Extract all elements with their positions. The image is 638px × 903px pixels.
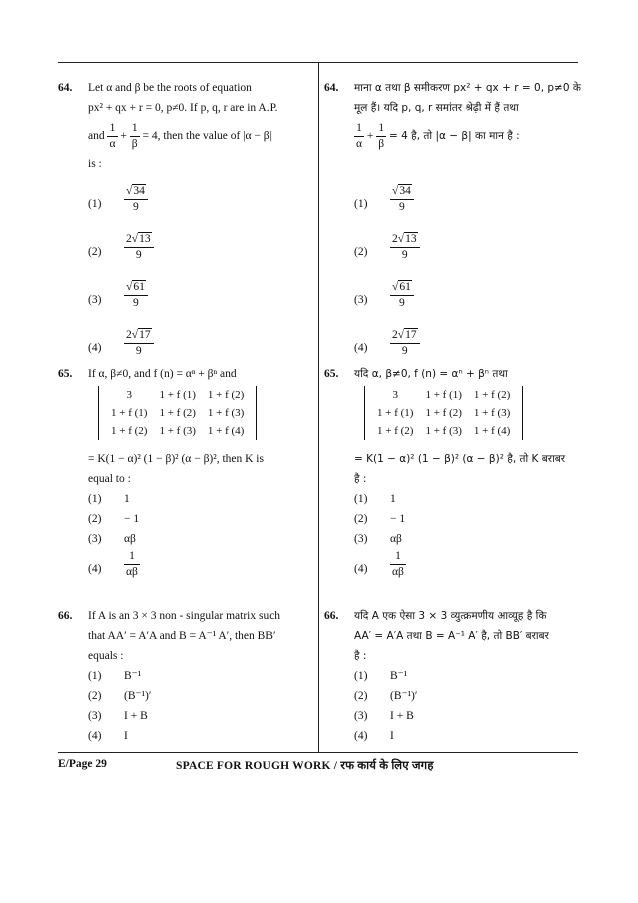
determinant: 3 1 + f (1) 1 + f (2) 1 + f (1) 1 + f (2) 1 + f (3) 1 + f (2) 1 + f (3) 1 + f (4) bbox=[98, 386, 257, 440]
question-text: = K(1 − α)² (1 − β)² (α − β)² है, तो K बराबर bbox=[354, 453, 566, 465]
question-66-en bbox=[58, 606, 312, 746]
option-3[interactable]: (3) $\frac{√61}{9}$ bbox=[88, 280, 312, 320]
option-1[interactable]: (1) $\frac{√34}{9}$ bbox=[354, 184, 578, 224]
option-3[interactable]: (3) I + B bbox=[88, 710, 148, 722]
option-2[interactable]: (2) (B⁻¹)′ bbox=[88, 690, 152, 702]
page-number: E/Page 29 bbox=[58, 758, 107, 770]
question-text: मूल हैं। यदि p, q, r समांतर श्रेढ़ी में हैं तथा bbox=[354, 102, 519, 114]
question-number: 65. bbox=[324, 368, 339, 380]
fraction: $\frac{1}{\beta}$ bbox=[378, 121, 385, 150]
option-4[interactable]: (4) $\frac{2√17}{9}$ bbox=[354, 328, 578, 368]
option-4[interactable]: (4) I bbox=[88, 730, 128, 742]
question-text: यदि α, β≠0, f (n) = αⁿ + βⁿ तथा bbox=[354, 368, 508, 380]
option-3[interactable]: (3) I + B bbox=[354, 710, 414, 722]
bottom-divider bbox=[58, 752, 578, 753]
option-4[interactable]: (4) I bbox=[354, 730, 394, 742]
fraction: $\frac{1}{\alpha}$ bbox=[356, 121, 363, 150]
question-text: है : bbox=[354, 473, 367, 485]
option-1[interactable]: (1) B⁻¹ bbox=[88, 670, 142, 682]
question-text: माना α तथा β समीकरण px² + qx + r = 0, p≠0 के bbox=[354, 82, 581, 94]
question-65-en bbox=[58, 364, 312, 589]
determinant: 3 1 + f (1) 1 + f (2) 1 + f (1) 1 + f (2) 1 + f (3) 1 + f (2) 1 + f (3) 1 + f (4) bbox=[364, 386, 523, 440]
question-number: 64. bbox=[58, 82, 73, 94]
question-text: = K(1 − α)² (1 − β)² (α − β)², then K is bbox=[88, 453, 264, 465]
option-2[interactable]: (2) $\frac{2√13}{9}$ bbox=[88, 232, 312, 272]
fraction: $\frac{1}{\beta}$ bbox=[131, 121, 138, 150]
question-number: 64. bbox=[324, 82, 339, 94]
option-4[interactable]: (4) $\frac{1}{\alpha\beta}$ bbox=[88, 550, 138, 578]
column-divider bbox=[318, 62, 319, 752]
question-66-hi bbox=[324, 606, 578, 746]
question-64-en bbox=[58, 78, 312, 368]
rough-work-label: SPACE FOR ROUGH WORK / रफ कार्य के लिए जगह bbox=[176, 760, 434, 772]
option-3[interactable]: (3) αβ bbox=[88, 533, 136, 545]
question-number: 65. bbox=[58, 368, 73, 380]
question-text: px² + qx + r = 0, p≠0. If p, q, r are in A.P. bbox=[88, 102, 278, 114]
option-2[interactable]: (2) − 1 bbox=[354, 513, 406, 525]
question-number: 66. bbox=[324, 610, 339, 622]
question-65-hi bbox=[324, 364, 578, 589]
fraction: $\frac{1}{\alpha}$ bbox=[109, 121, 116, 150]
option-1[interactable]: (1) 1 bbox=[354, 493, 396, 505]
question-text: and $\frac{1}{\alpha}$ + $\frac{1}{\beta}$ = 4, then the value of |α − β| bbox=[88, 121, 272, 150]
option-1[interactable]: (1) 1 bbox=[88, 493, 130, 505]
option-1[interactable]: (1) $\frac{√34}{9}$ bbox=[88, 184, 312, 224]
question-text: is : bbox=[88, 158, 102, 170]
question-text: यदि A एक ऐसा 3 × 3 व्युत्क्रमणीय आव्यूह है कि bbox=[354, 610, 547, 622]
option-2[interactable]: (2) $\frac{2√13}{9}$ bbox=[354, 232, 578, 272]
question-text: equal to : bbox=[88, 473, 131, 485]
question-number: 66. bbox=[58, 610, 73, 622]
option-3[interactable]: (3) αβ bbox=[354, 533, 402, 545]
question-text: If α, β≠0, and f (n) = αⁿ + βⁿ and bbox=[88, 368, 237, 380]
option-3[interactable]: (3) $\frac{√61}{9}$ bbox=[354, 280, 578, 320]
question-text: equals : bbox=[88, 650, 124, 662]
option-2[interactable]: (2) (B⁻¹)′ bbox=[354, 690, 418, 702]
option-4[interactable]: (4) $\frac{1}{\alpha\beta}$ bbox=[354, 550, 404, 578]
option-1[interactable]: (1) B⁻¹ bbox=[354, 670, 408, 682]
question-text: $\frac{1}{\alpha}$ + $\frac{1}{\beta}$ = 4 है, तो |α − β| का मान है : bbox=[356, 121, 520, 150]
question-text: AA′ = A′A तथा B = A⁻¹ A′ है, तो BB′ बराबर bbox=[354, 630, 549, 642]
question-64-hi bbox=[324, 78, 581, 368]
question-text: If A is an 3 × 3 non - singular matrix such bbox=[88, 610, 281, 622]
option-4[interactable]: (4) $\frac{2√17}{9}$ bbox=[88, 328, 312, 368]
question-text: Let α and β be the roots of equation bbox=[88, 82, 252, 94]
option-2[interactable]: (2) − 1 bbox=[88, 513, 140, 525]
question-text: है : bbox=[354, 650, 367, 662]
question-text: that AA′ = A′A and B = A⁻¹ A′, then BB′ bbox=[88, 630, 276, 642]
